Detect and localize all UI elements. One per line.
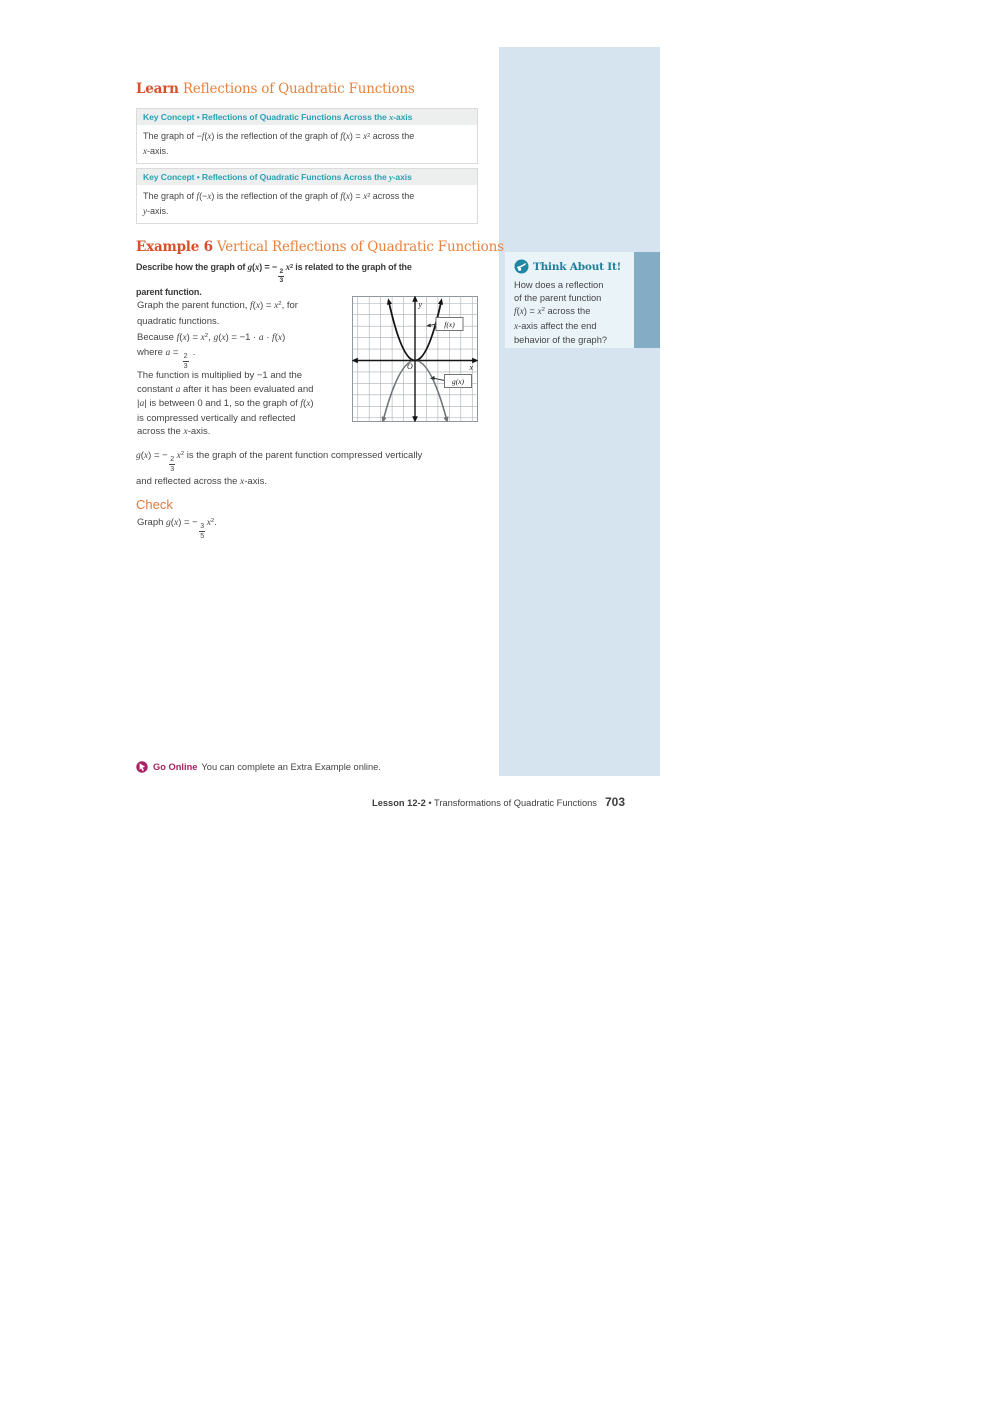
learn-label: Learn: [136, 81, 179, 97]
key-concept-box-y-axis: [136, 168, 478, 224]
origin-label: O: [407, 362, 413, 371]
go-online-link[interactable]: [136, 761, 381, 773]
think-about-it-heading: [514, 259, 634, 274]
think-about-it-text: How does a reflection of the parent function $f(x) = x^2$ across the x-axis affect the end behavior of the graph?: [514, 280, 608, 345]
key-concept-header: Key Concept • Reflections of Quadratic Functions Across the y-axis: [137, 169, 477, 185]
think-about-it-box: [505, 252, 634, 348]
example-prompt: Describe how the graph of g(x) = − $\frac{2}{3}$ $x^2$ is related to the graph of the parent function.: [136, 262, 412, 298]
footer-page-number: 703: [604, 795, 625, 809]
example-paragraph-2: Because $f(x) = x^2$, g(x) = −1 · a · f(x) where a = $\frac{2}{3}$ .: [137, 332, 286, 370]
go-online-label[interactable]: Go Online: [153, 762, 198, 772]
page-footer: [136, 795, 625, 809]
fraction: $\frac{3}{5}$: [200, 521, 205, 540]
fraction: $\frac{2}{3}$: [170, 454, 175, 473]
think-about-it-title: Think About It!: [533, 260, 622, 273]
check-prompt: Graph g(x) = − $\frac{3}{5}$ $x^2$.: [137, 517, 217, 540]
sidebar-tab: [634, 252, 660, 348]
check-heading: Check: [136, 497, 173, 512]
go-online-icon: [136, 761, 148, 773]
footer-lesson-number: Lesson 12-2: [372, 798, 426, 808]
quadratic-graph-figure: [352, 296, 478, 422]
footer-lesson-title: • Transformations of Quadratic Functions: [425, 798, 597, 808]
go-online-text: You can complete an Extra Example online.: [201, 762, 381, 772]
think-about-it-icon: [514, 259, 529, 274]
y-axis-label: y: [418, 300, 423, 309]
key-concept-box-x-axis: [136, 108, 478, 164]
example-label: Example 6: [136, 239, 213, 255]
example-paragraph-1: Graph the parent function, $f(x) = x^2$, for quadratic functions.: [137, 300, 298, 327]
key-concept-body: The graph of −f(x) is the reflection of the graph of $f(x) = x^2$ across the x-axis.: [143, 131, 415, 156]
fraction: $\frac{2}{3}$: [183, 351, 188, 370]
example-conclusion: g(x) = − $\frac{2}{3}$ $x^2$ is the graph of the parent function compressed vertically and reflected across the x-axis.: [136, 450, 423, 488]
example-paragraph-3: The function is multiplied by −1 and the constant a after it has been evaluated and |a| is between 0 and 1, so the graph of f(x) is compressed vertically and reflected across the x-axis.: [137, 370, 314, 438]
key-concept-body: The graph of f(−x) is the reflection of the graph of $f(x) = x^2$ across the y-axis.: [143, 191, 415, 216]
example-heading: [136, 239, 504, 255]
example-title: Vertical Reflections of Quadratic Functions: [216, 239, 504, 255]
x-axis-label: x: [469, 363, 474, 372]
fraction: $\frac{2}{3}$: [279, 267, 284, 285]
function-graph: [352, 296, 478, 422]
key-concept-header: Key Concept • Reflections of Quadratic Functions Across the x-axis: [137, 109, 477, 125]
f-curve-label: f(x): [444, 320, 455, 329]
sidebar-panel: [499, 47, 660, 776]
g-curve-label: g(x): [451, 377, 465, 386]
learn-title: Reflections of Quadratic Functions: [182, 81, 415, 97]
learn-heading: [136, 81, 415, 97]
